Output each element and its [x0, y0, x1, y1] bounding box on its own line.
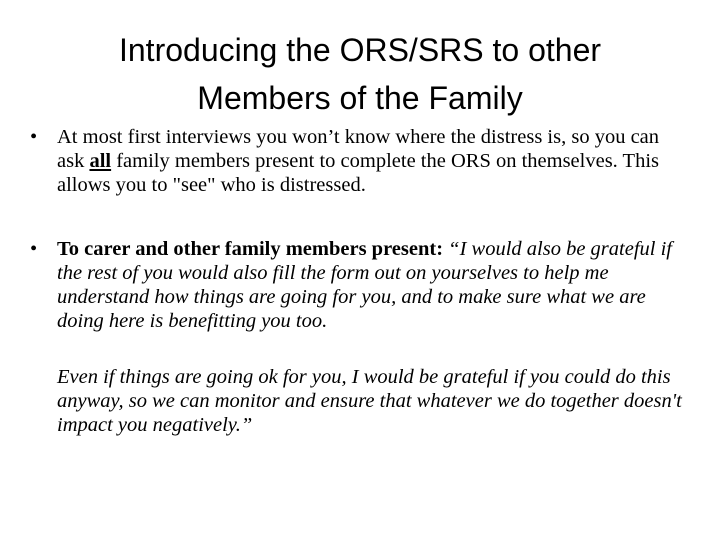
bullet2-lead: To carer and other family members present: — [57, 238, 449, 260]
bullet-dot: • — [30, 238, 38, 260]
bullet-item-carer-script — [30, 237, 690, 437]
slide-title — [40, 26, 680, 122]
title-line-1: Introducing the ORS/SRS to other — [118, 32, 602, 68]
title-line-2: Members of the Family — [197, 80, 523, 116]
bullet1-emphasis: all — [89, 150, 112, 172]
bullet1-text-after: family members present to complete the ORS on themselves. This allows you to "see" who is distressed. — [57, 150, 660, 196]
bullet2-continuation: Even if things are going ok for you, I would be grateful if you could do this anyway, so we can monitor and ensure that whatever we do together doesn't impact you negatively.” — [57, 366, 682, 436]
bullet2-quote: “I would also be grateful if the rest of you would also fill the form out on yourselves to help me understand how things are going for you, and to make sure what we are doing here is benefitting you too. — [57, 238, 672, 332]
bullet1-text-before: At most first interviews you won’t know where the distress is, so you can ask — [57, 126, 660, 172]
bullet-item-first-interviews — [30, 125, 690, 197]
bullet-dot: • — [30, 126, 38, 148]
bullet-list — [30, 125, 690, 437]
